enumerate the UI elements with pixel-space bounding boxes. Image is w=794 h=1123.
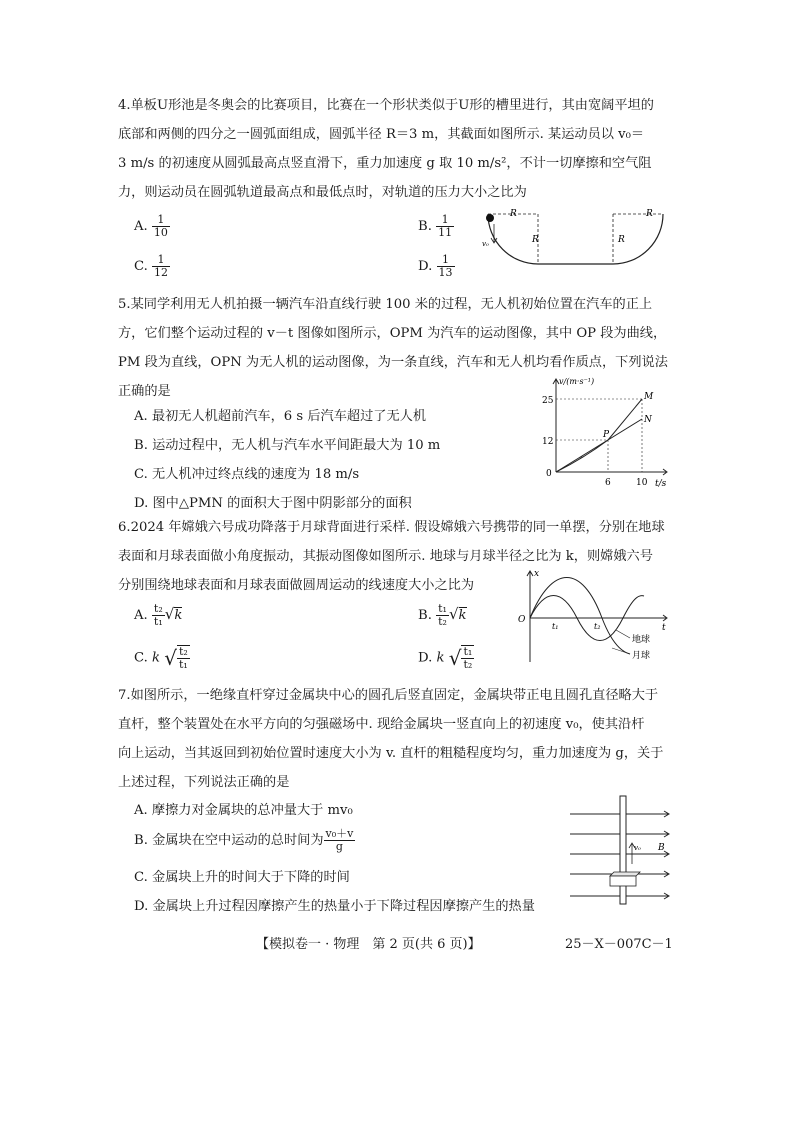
q7-stem-line-1: 7.如图所示，一绝缘直杆穿过金属块中心的圆孔后竖直固定，金属块带正电且圆孔直径略大于 <box>118 688 659 703</box>
q7-stem-line-2: 直杆，整个装置处在水平方向的匀强磁场中. 现给金属块一竖直向上的初速度 v₀，使其沿杆 <box>118 717 645 732</box>
y-tick-12: 12 <box>542 437 554 447</box>
q5-option-c[interactable]: C. 无人机冲过终点线的速度为 18 m/s <box>134 467 360 482</box>
b-label: B <box>658 843 665 853</box>
y-tick-25: 25 <box>542 396 554 406</box>
q4-option-a[interactable]: A. $\frac{1}{10}$ <box>134 213 168 239</box>
q6-stem-line-3: 分别围绕地球表面和月球表面做圆周运动的线速度大小之比为 <box>118 578 475 593</box>
q6-stem-line-1: 6.2024 年嫦娥六号成功降落于月球背面进行采样. 假设嫦娥六号携带的同一单摆，分别在地球 <box>118 520 665 535</box>
q6-option-c[interactable]: C. k √ $\frac{\text{t₂}}{\text{t₁}}$ <box>134 645 188 671</box>
q4-stem-line-2: 底部和两侧的四分之一圆弧面组成，圆弧半径 R＝3 m，其截面如图所示. 某运动员以 v₀＝ <box>118 127 645 142</box>
x-tick-6: 6 <box>605 478 611 488</box>
r-label: R <box>618 235 625 245</box>
q4-option-b[interactable]: B. $\frac{1}{11}$ <box>418 213 453 239</box>
q4-option-d[interactable]: D. $\frac{1}{13}$ <box>418 253 453 279</box>
vt-graph <box>534 374 674 490</box>
q6-option-b[interactable]: B. $\frac{\text{t₁}}{\text{t₂}}$ √k <box>418 602 467 628</box>
q7-option-d[interactable]: D. 金属块上升过程因摩擦产生的热量小于下降过程因摩擦产生的热量 <box>134 899 535 914</box>
u-pool-diagram <box>478 206 674 270</box>
line-opn <box>556 419 642 472</box>
t1-label: t₁ <box>552 622 559 631</box>
q5-option-b[interactable]: B. 运动过程中，无人机与汽车水平间距最大为 10 m <box>134 438 441 453</box>
point-m-label: M <box>644 392 654 402</box>
r-label: R <box>646 209 653 219</box>
r-label: R <box>532 235 539 245</box>
t2-label: t₂ <box>594 622 601 631</box>
origin-label: O <box>518 615 526 625</box>
t-axis-label: t <box>662 623 666 633</box>
v0-label: v₀ <box>634 844 641 852</box>
y-axis-label: v/(m·s⁻¹) <box>559 377 595 386</box>
q5-stem-line-4: 正确的是 <box>118 384 171 399</box>
metal-block <box>610 872 640 876</box>
q7-stem-line-4: 上述过程，下列说法正确的是 <box>118 775 290 790</box>
q4-stem-line-4: 力，则运动员在圆弧轨道最高点和最低点时，对轨道的压力大小之比为 <box>118 185 527 200</box>
page-footer-code: 25－X－007C－1 <box>565 937 673 952</box>
q7-option-c[interactable]: C. 金属块上升的时间大于下降的时间 <box>134 870 350 885</box>
origin-label: 0 <box>546 469 552 479</box>
q7-option-a[interactable]: A. 摩擦力对金属块的总冲量大于 mv₀ <box>134 803 353 818</box>
point-n-label: N <box>644 415 652 425</box>
q6-option-d[interactable]: D. k √ $\frac{\text{t₁}}{\text{t₂}}$ <box>418 645 473 671</box>
q7-stem-line-3: 向上运动，当其返回到初始位置时速度大小为 v. 直杆的粗糙程度均匀，重力加速度为 g，关于 <box>118 746 664 761</box>
v0-label: v₀ <box>482 240 489 248</box>
insulating-rod <box>620 796 626 904</box>
page-footer-title: 【模拟卷一 · 物理 第 2 页(共 6 页)】 <box>256 937 481 952</box>
q6-stem-line-2: 表面和月球表面做小角度振动，其振动图像如图所示. 地球与月球半径之比为 k，则嫦娥六号 <box>118 549 653 564</box>
earth-label: 地球 <box>632 635 651 645</box>
line-pm <box>608 399 642 440</box>
skier-icon <box>486 214 494 222</box>
moon-label: 月球 <box>632 651 651 661</box>
x-axis-label: x <box>534 569 540 579</box>
q4-stem-line-3: 3 m/s 的初速度从圆弧最高点竖直滑下，重力加速度 g 取 10 m/s²，不计一切摩擦和空气阻 <box>118 156 652 171</box>
point-p-label: P <box>603 430 610 440</box>
x-tick-10: 10 <box>636 478 648 488</box>
q7-option-b[interactable]: B. 金属块在空中运动的总时间为 $\frac{\text{v₀＋v}}{g}$ <box>134 827 354 853</box>
q5-option-a[interactable]: A. 最初无人机超前汽车，6 s 后汽车超过了无人机 <box>134 409 427 424</box>
q5-option-d[interactable]: D. 图中△PMN 的面积大于图中阴影部分的面积 <box>134 496 412 511</box>
q5-stem-line-2: 方，它们整个运动过程的 v－t 图像如图所示，OPM 为汽车的运动图像，其中 OP 段为曲线， <box>118 326 667 341</box>
q6-option-a[interactable]: A. $\frac{\text{t₂}}{\text{t₁}}$ √k <box>134 602 183 628</box>
magnetic-field-diagram <box>566 792 674 916</box>
q4-stem-line-1: 4.单板U形池是冬奥会的比赛项目，比赛在一个形状类似于U形的槽里进行，其由宽阔平坦的 <box>118 98 654 113</box>
q5-stem-line-1: 5.某同学利用无人机拍摄一辆汽车沿直线行驶 100 米的过程，无人机初始位置在汽车的正上 <box>118 297 653 312</box>
oscillation-graph <box>512 566 672 670</box>
moon-curve <box>530 578 630 655</box>
x-axis-label: t/s <box>655 479 667 489</box>
r-label: R <box>510 209 517 219</box>
q4-option-c[interactable]: C. $\frac{1}{12}$ <box>134 253 169 279</box>
q5-stem-line-3: PM 段为直线，OPN 为无人机的运动图像，为一条直线，汽车和无人机均看作质点，下列说法 <box>118 355 668 370</box>
